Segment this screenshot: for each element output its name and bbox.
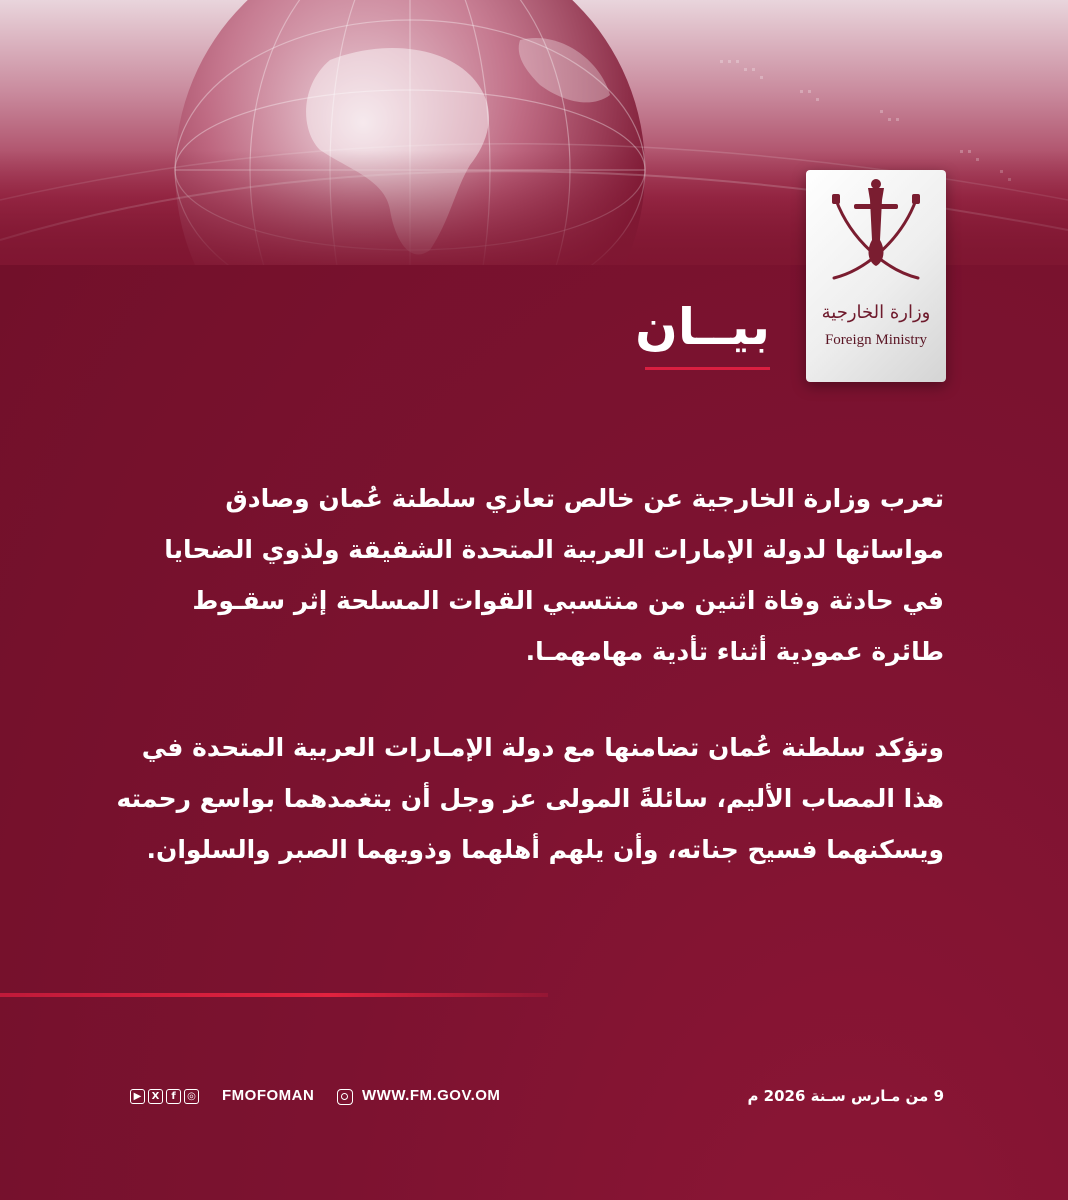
youtube-icon[interactable]: ▶ <box>130 1089 145 1104</box>
globe-icon <box>337 1089 353 1105</box>
instagram-icon[interactable]: ◎ <box>184 1089 199 1104</box>
social-handle[interactable]: FMOFOMAN <box>222 1087 315 1104</box>
emblem-english-label: Foreign Ministry <box>824 332 928 348</box>
facebook-icon[interactable]: f <box>166 1089 181 1104</box>
footer <box>0 1086 1068 1112</box>
statement-title: بيــان <box>635 298 770 356</box>
website-link[interactable]: WWW.FM.GOV.OM <box>362 1087 501 1104</box>
ministry-emblem-card <box>806 170 946 382</box>
x-icon[interactable]: X <box>148 1089 163 1104</box>
statement-paragraph-2: وتؤكد سلطنة عُمان تضامنها مع دولة الإمـارات العربية المتحدة في هذا المصاب الأليم، سائلةً المولى عز وجل أن يتغمدهما بواسع رحمته ويسكنهما فسيح جناته، وأن يلهم أهلهما وذويهما الصبر والسلوان. <box>116 733 944 864</box>
section-divider <box>0 993 548 997</box>
khanjar-swords-emblem-icon <box>806 170 946 300</box>
statement-date: 9 من مـارس سـنة 2026 م <box>747 1087 944 1105</box>
social-icons <box>130 1089 199 1104</box>
statement-paragraph-1: تعرب وزارة الخارجية عن خالص تعازي سلطنة عُمان وصادق مواساتها لدولة الإمارات العربية المتحدة الشقيقة ولذوي الضحايا في حادثة وفاة اثنين من منتسبي القوات المسلحة إثر سقـوط طائرة عمودية أثناء تأدية مهامهمـا. <box>164 484 944 666</box>
emblem-arabic-label: وزارة الخارجية <box>821 302 931 323</box>
title-underline <box>645 367 770 370</box>
